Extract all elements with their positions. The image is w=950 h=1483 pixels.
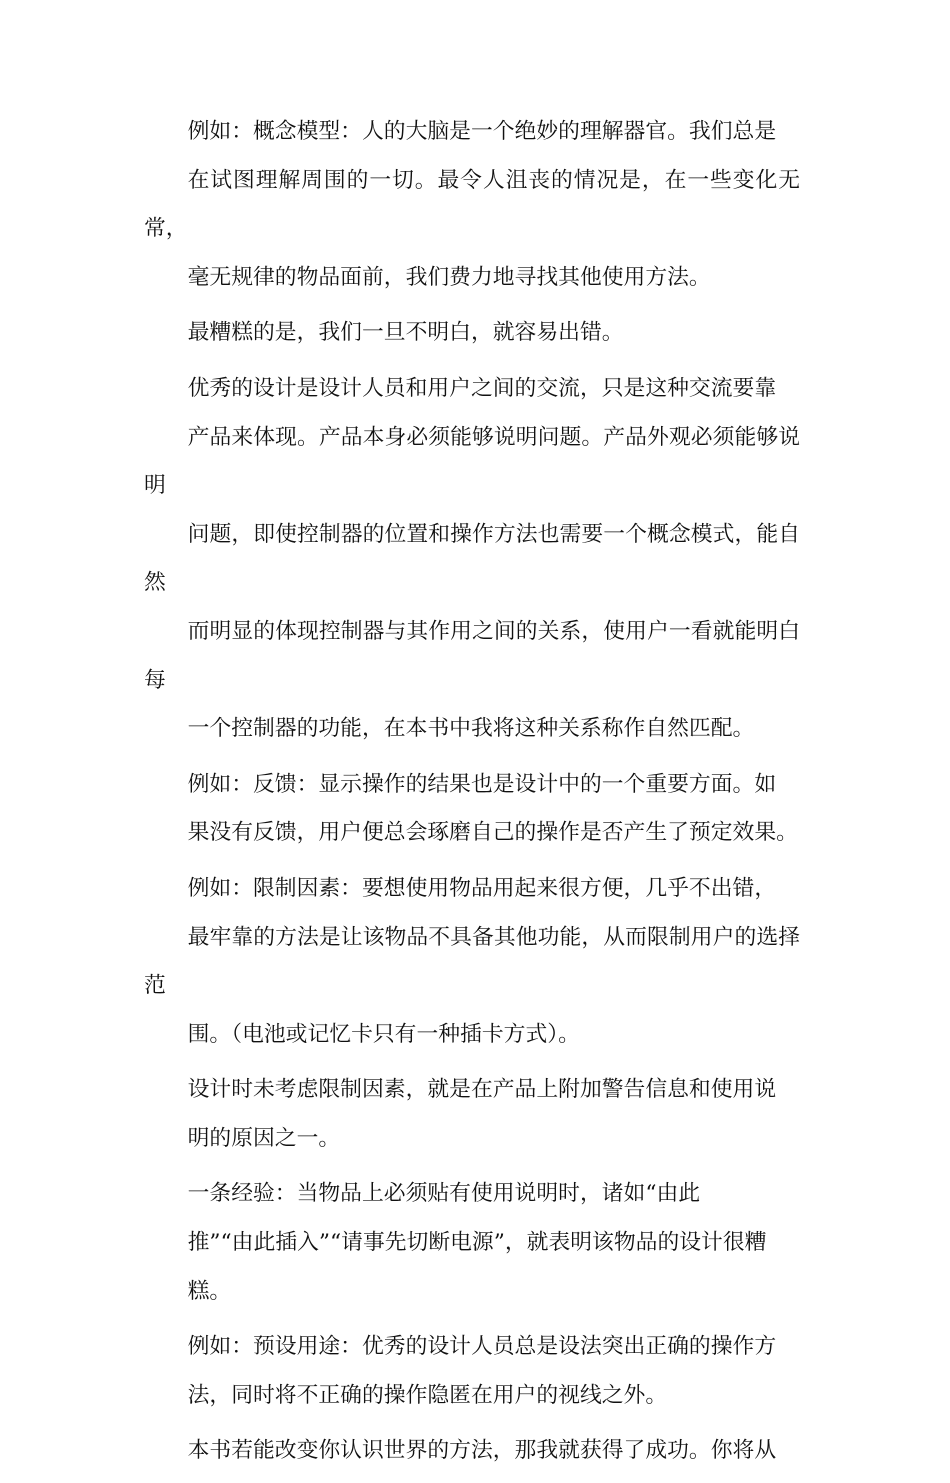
document-body bbox=[144, 108, 800, 1483]
text-line: 法，同时将不正确的操作隐匿在用户的视线之外。 bbox=[187, 1382, 668, 1408]
text-line: 例如：反馈：显示操作的结果也是设计中的一个重要方面。如 bbox=[187, 771, 777, 797]
paragraph bbox=[144, 365, 800, 754]
text-line: 优秀的设计是设计人员和用户之间的交流，只是这种交流要靠 bbox=[187, 375, 777, 401]
text-line: 最糟糕的是，我们一旦不明白，就容易出错。 bbox=[187, 320, 624, 346]
text-line: 问题，即使控制器的位置和操作方法也需要一个概念模式，能自然 bbox=[144, 521, 800, 596]
text-line: 例如：预设用途：优秀的设计人员总是设法突出正确的操作方 bbox=[187, 1334, 777, 1360]
paragraph bbox=[144, 1323, 800, 1420]
text-line: 例如：概念模型：人的大脑是一个绝妙的理解器官。我们总是 bbox=[187, 119, 777, 144]
text-line: 例如：限制因素：要想使用物品用起来很方便，几乎不出错， bbox=[187, 875, 777, 901]
text-line: 围。（电池或记忆卡只有一种插卡方式）。 bbox=[187, 1021, 580, 1047]
paragraph bbox=[144, 1066, 800, 1163]
text-line: 本书若能改变你认识世界的方法，那我就获得了成功。你将从 bbox=[187, 1438, 777, 1464]
text-line: 一个控制器的功能，在本书中我将这种关系称作自然匹配。 bbox=[187, 716, 755, 742]
text-line: 果没有反馈，用户便总会琢磨自己的操作是否产生了预定效果。 bbox=[187, 820, 798, 846]
paragraph bbox=[144, 1170, 800, 1316]
paragraph bbox=[144, 108, 800, 302]
text-line: 毫无规律的物品面前，我们费力地寻找其他使用方法。 bbox=[187, 264, 711, 290]
text-line: 最牢靠的方法是让该物品不具备其他功能，从而限制用户的选择范 bbox=[144, 924, 800, 999]
text-line: 明的原因之一。 bbox=[187, 1125, 341, 1151]
paragraph bbox=[144, 865, 800, 1059]
paragraph bbox=[144, 309, 800, 358]
text-line: 产品来体现。产品本身必须能够说明问题。产品外观必须能够说明 bbox=[144, 424, 800, 499]
text-line: 推”“由此插入”“请事先切断电源”，就表明该物品的设计很糟 bbox=[187, 1230, 767, 1256]
paragraph bbox=[144, 761, 800, 858]
text-line: 在试图理解周围的一切。最令人沮丧的情况是，在一些变化无常， bbox=[144, 167, 800, 242]
paragraph bbox=[144, 1427, 800, 1476]
text-line: 一条经验：当物品上必须贴有使用说明时，诸如“由此 bbox=[187, 1181, 701, 1207]
text-line: 设计时未考虑限制因素，就是在产品上附加警告信息和使用说 bbox=[187, 1077, 777, 1103]
text-line: 而明显的体现控制器与其作用之间的关系，使用户一看就能明白每 bbox=[144, 618, 800, 693]
text-line: 糕。 bbox=[187, 1278, 232, 1304]
